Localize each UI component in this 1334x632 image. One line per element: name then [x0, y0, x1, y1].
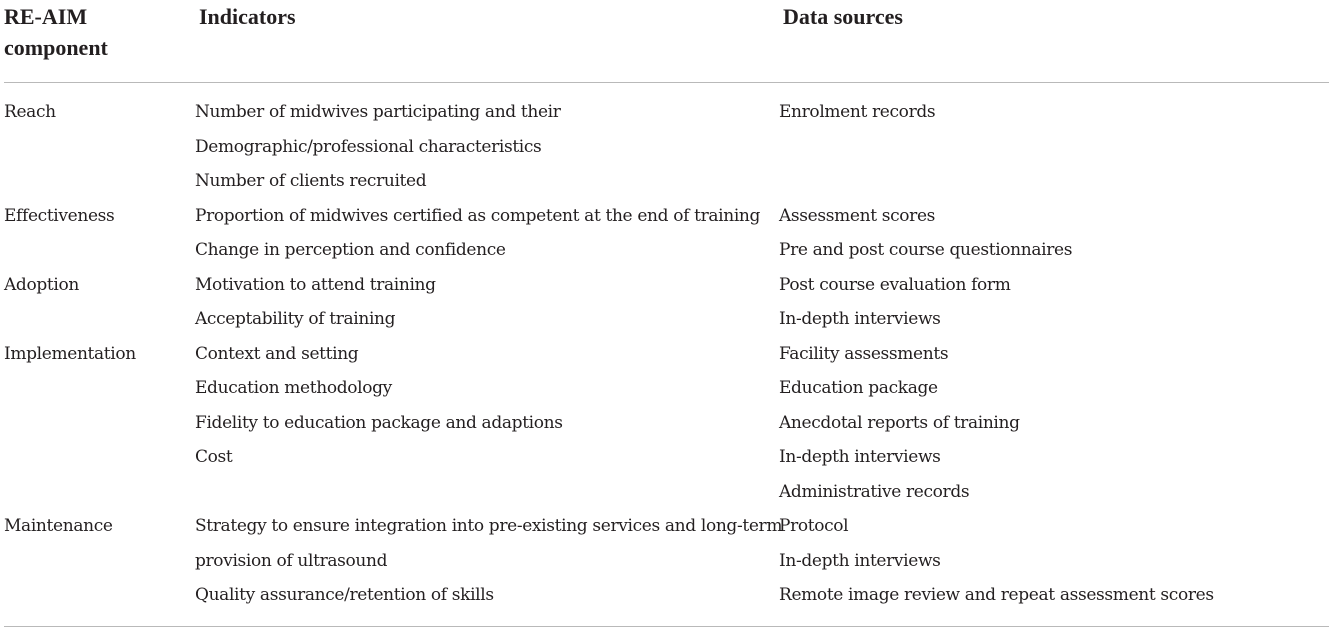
indicator-line: Context and setting — [195, 343, 359, 364]
data-source-line: Post course evaluation form — [779, 274, 1011, 295]
cell-data-sources — [779, 268, 1334, 337]
cell-data-sources — [779, 199, 1334, 268]
cell-indicators — [195, 199, 779, 268]
indicator-line: Number of midwives participating and their — [195, 102, 561, 122]
data-source-line: In-depth interviews — [779, 447, 941, 467]
cell-indicators — [195, 509, 783, 613]
header-divider — [4, 82, 1329, 83]
data-source-line: Anecdotal reports of training — [779, 412, 1020, 433]
cell-data-sources — [779, 509, 1334, 613]
table-body — [0, 95, 1334, 613]
indicator-line: Cost — [195, 447, 233, 467]
indicator-line: Acceptability of training — [195, 309, 396, 329]
data-source-line: Facility assessments — [779, 343, 949, 364]
cell-indicators — [195, 95, 779, 199]
cell-component — [0, 509, 195, 544]
indicator-line: provision of ultrasound — [195, 550, 388, 571]
cell-indicators — [195, 337, 779, 475]
indicator-line: Demographic/professional characteristics — [195, 136, 542, 157]
cell-component — [0, 95, 195, 130]
table-row — [0, 337, 1334, 510]
cell-data-sources — [779, 95, 1334, 130]
data-source-line: In-depth interviews — [779, 550, 941, 571]
data-source-line: Assessment scores — [779, 205, 936, 226]
header-component-line-2: component — [4, 35, 108, 60]
cell-data-sources — [779, 337, 1334, 510]
table-row — [0, 509, 1334, 613]
data-source-line: Remote image review and repeat assessment scores — [779, 585, 1214, 605]
header-data-sources: Data sources — [783, 4, 903, 29]
cell-indicators — [195, 268, 779, 337]
cell-component — [0, 199, 195, 234]
indicator-line: Education methodology — [195, 378, 392, 398]
data-source-line: Protocol — [779, 516, 849, 536]
indicator-line: Proportion of midwives certified as competent at the end of training — [195, 205, 761, 226]
table-row — [0, 268, 1334, 337]
data-source-line: Pre and post course questionnaires — [779, 240, 1073, 260]
header-component — [4, 1, 184, 63]
component-label: Adoption — [4, 274, 79, 295]
indicator-line: Number of clients recruited — [195, 171, 427, 191]
indicator-line: Quality assurance/retention of skills — [195, 585, 494, 605]
component-label: Effectiveness — [4, 205, 115, 226]
data-source-line: Administrative records — [779, 481, 970, 502]
table-row — [0, 199, 1334, 268]
table-row — [0, 95, 1334, 199]
cell-component — [0, 268, 195, 303]
component-label: Maintenance — [4, 516, 113, 536]
data-source-line: Education package — [779, 378, 938, 398]
indicator-line: Fidelity to education package and adaptions — [195, 412, 563, 433]
cell-component — [0, 337, 195, 372]
component-label: Implementation — [4, 343, 136, 364]
indicator-line: Motivation to attend training — [195, 274, 436, 295]
header-component-line-1: RE-AIM — [4, 4, 88, 29]
data-source-line: Enrolment records — [779, 102, 936, 122]
component-label: Reach — [4, 102, 56, 122]
table-bottom-rule — [4, 626, 1329, 627]
indicator-line: Strategy to ensure integration into pre-existing services and long-term — [195, 516, 783, 536]
table-header — [0, 0, 1334, 82]
data-source-line: In-depth interviews — [779, 309, 941, 329]
indicator-line: Change in perception and confidence — [195, 240, 506, 260]
header-indicators: Indicators — [199, 4, 296, 29]
